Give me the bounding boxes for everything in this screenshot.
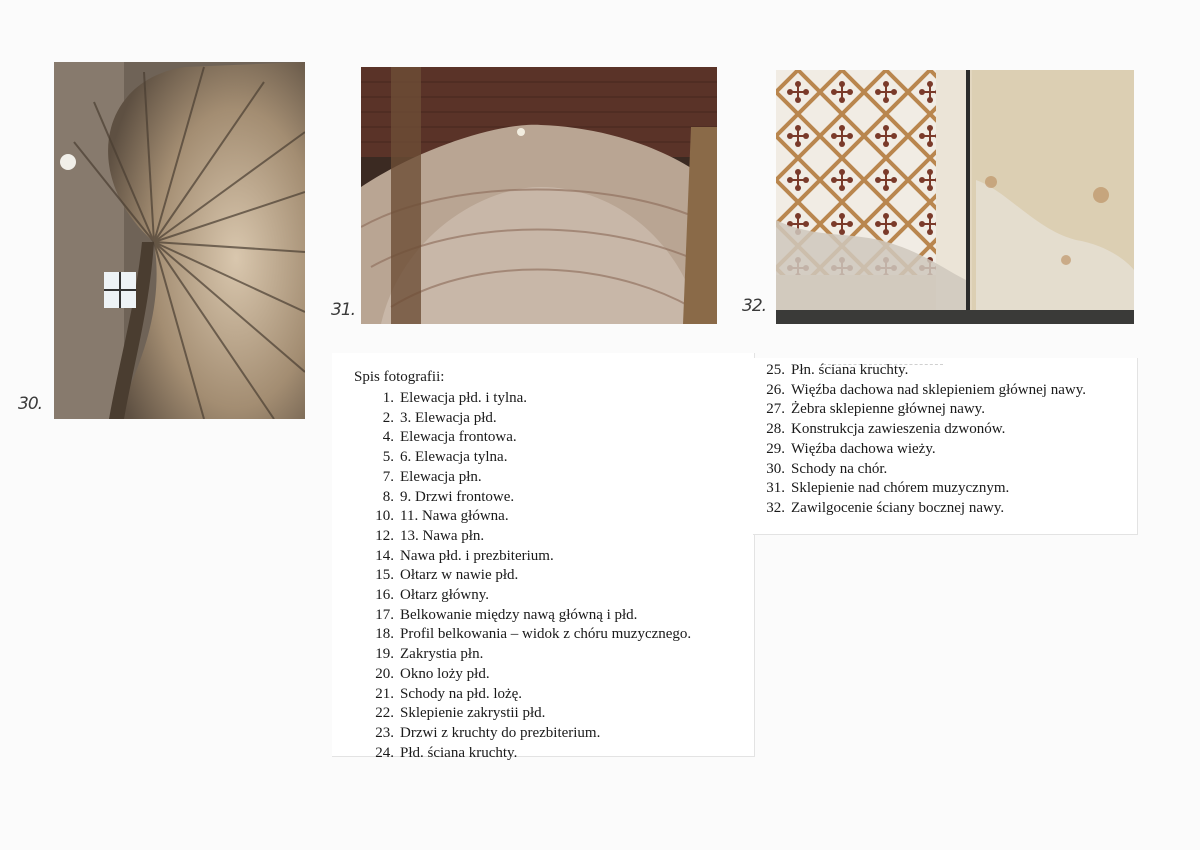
list-item: 31. Sklepienie nad chórem muzycznym. xyxy=(766,480,1010,497)
list-item: 2. 3. Elewacja płd. xyxy=(382,409,497,426)
list-item: 5. 6. Elewacja tylna. xyxy=(382,449,508,466)
list-item: 26. Więźba dachowa nad sklepieniem głównej nawy. xyxy=(766,381,1086,398)
list-item: 30. Schody na chór. xyxy=(766,460,888,477)
list-item: 16. Ołtarz główny. xyxy=(375,587,490,604)
list-item: 28. Konstrukcja zawieszenia dzwonów. xyxy=(766,421,1006,438)
list-item: 18. Profil belkowania – widok z chóru muzycznego. xyxy=(375,626,692,643)
list-item: 1. Elewacja płd. i tylna. xyxy=(382,390,528,406)
photo-list-continued xyxy=(763,361,1086,519)
photo-number: 31. xyxy=(331,300,356,320)
list-item: 10. 11. Nawa główna. xyxy=(375,508,509,525)
list-item: 29. Więźba dachowa wieży. xyxy=(766,440,936,457)
list-item: 24. Płd. ściana kruchty. xyxy=(375,744,518,761)
list-item: 19. Zakrystia płn. xyxy=(375,646,484,663)
list-item: 15. Ołtarz w nawie płd. xyxy=(375,567,519,584)
photo-damp-wall xyxy=(776,70,1134,324)
photo-list-sheet-left xyxy=(332,353,755,761)
list-item: 4. Elewacja frontowa. xyxy=(382,429,517,446)
list-item: 27. Żebra sklepienne głównej nawy. xyxy=(766,401,985,418)
list-item: 8. 9. Drzwi frontowe. xyxy=(382,488,515,505)
photo-brick-vault xyxy=(361,67,717,324)
list-item: 12. 13. Nawa płn. xyxy=(375,527,485,544)
list-item: 14. Nawa płd. i prezbiterium. xyxy=(375,547,554,564)
list-item: 23. Drzwi z kruchty do prezbiterium. xyxy=(375,724,601,741)
list-item: 22. Sklepienie zakrystii płd. xyxy=(375,705,546,722)
list-item: 7. Elewacja płn. xyxy=(382,468,482,485)
photo-list-sheet-right xyxy=(753,358,1138,535)
list-item: 20. Okno loży płd. xyxy=(375,665,490,682)
list-item: 25. Płn. ściana kruchty. xyxy=(766,362,909,378)
photo-number: 30. xyxy=(18,394,43,414)
list-title: Spis fotografii: xyxy=(354,369,445,385)
list-item: 17. Belkowanie między nawą główną i płd. xyxy=(375,606,638,623)
list-item: 32. Zawilgocenie ściany bocznej nawy. xyxy=(766,499,1005,516)
list-item: 21. Schody na płd. lożę. xyxy=(375,685,523,702)
photo-spiral-stairs xyxy=(54,62,305,419)
photo-number: 32. xyxy=(742,296,767,316)
photo-list xyxy=(354,389,691,763)
